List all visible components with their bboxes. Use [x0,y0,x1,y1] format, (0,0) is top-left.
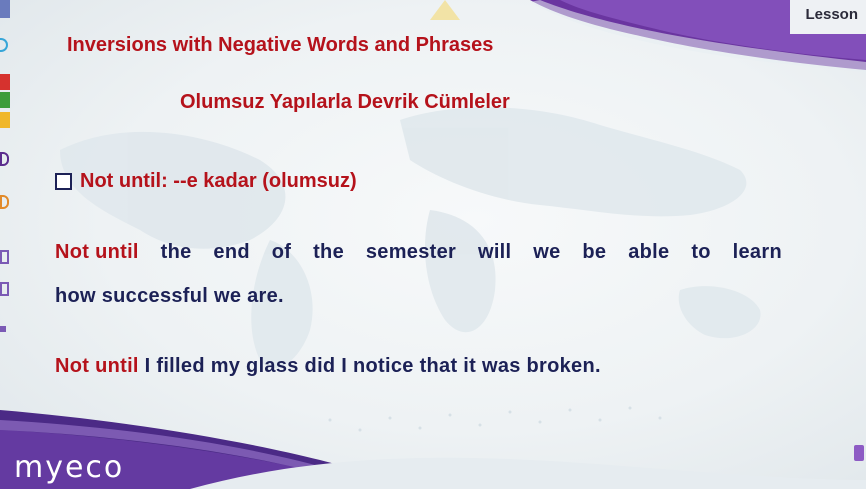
example-word: learn [732,241,782,263]
slide-title-english: Inversions with Negative Words and Phrases [67,34,494,56]
toolbar-hand-icon[interactable] [0,250,9,264]
toolbar-marker-icon[interactable] [0,326,6,332]
example-2-text: I filled my glass did I notice that it was broken. [144,355,601,377]
toolbar-pen-icon[interactable] [0,152,9,166]
toolbar-screen-icon[interactable] [0,282,9,296]
example-2 [55,355,601,378]
example-1-line-1 [55,241,782,264]
example-word: to [691,241,711,263]
example-word: the [313,241,344,263]
checkbox-bullet-icon [55,173,72,190]
example-1-highlight: Not until [55,241,139,263]
example-2-highlight: Not until [55,355,139,377]
example-word: will [477,241,512,263]
left-toolbar [0,0,14,350]
example-word: end [213,241,250,263]
lesson-label: Lesson [805,6,858,23]
toolbar-yellow-swatch[interactable] [0,112,10,128]
example-word: be [582,241,607,263]
toolbar-green-swatch[interactable] [0,92,10,108]
grammar-rule-text: Not until: --e kadar (olumsuz) [80,170,357,192]
example-word: we [533,241,561,263]
example-1-line-2: how successful we are. [55,285,284,307]
corner-widget-icon[interactable] [854,445,864,461]
slide-title-turkish: Olumsuz Yapılarla Devrik Cümleler [180,91,510,113]
grammar-rule [55,170,357,193]
toolbar-swirl-icon[interactable] [0,38,8,52]
myeco-logo: myeco [14,450,125,485]
example-word: semester [365,241,457,263]
toolbar-logo-icon[interactable] [0,0,10,18]
example-word: able [628,241,670,263]
example-word: the [160,241,192,263]
bottom-banner-graphic [0,400,866,489]
example-word: of [271,241,292,263]
toolbar-red-swatch[interactable] [0,74,10,90]
toolbar-shape-icon[interactable] [0,195,9,209]
